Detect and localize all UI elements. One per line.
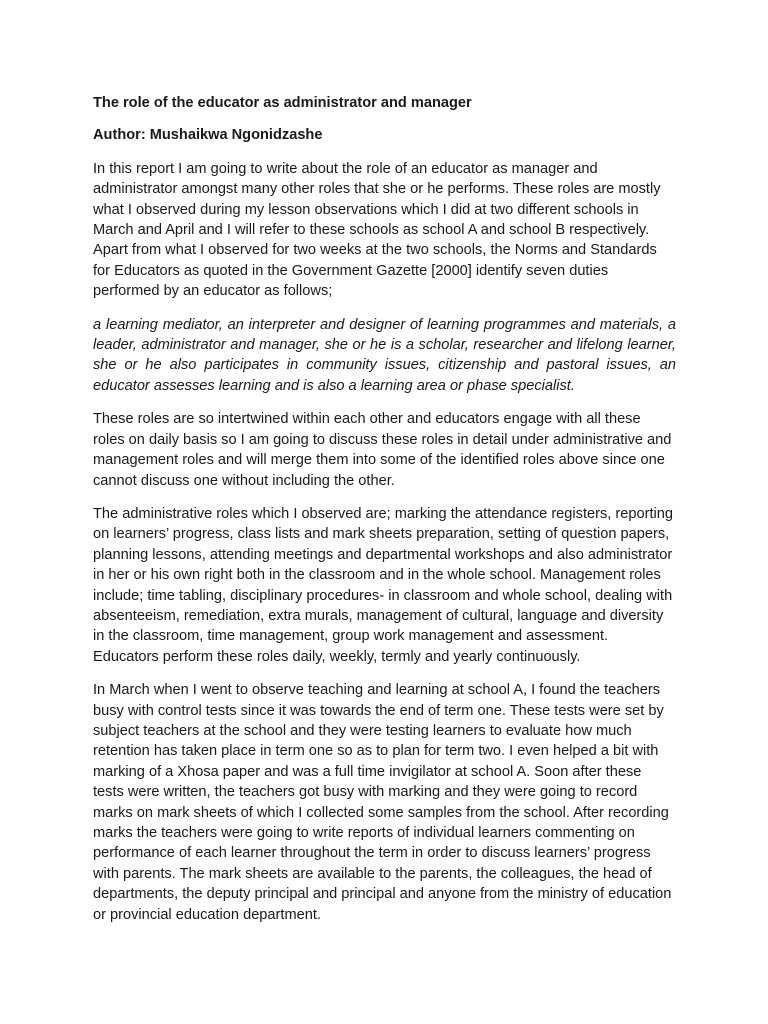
paragraph-duties-quote: a learning mediator, an interpreter and designer of learning programmes and materials, a leader, administrator and manager, she or he is a scholar, researcher and lifelong learner, she or he also participates in community issues, citizenship and pastoral issues, an educator assesses learning and is also a learning area or phase specialist.	[93, 316, 676, 394]
document-body	[93, 93, 676, 938]
paragraph-school-a-observation: In March when I went to observe teaching and learning at school A, I found the teachers busy with control tests since it was towards the end of term one. These tests were set by subject teachers at the school and they were testing learners to evaluate how much retention has taken place in term one so as to plan for term two. I even helped a bit with marking of a Xhosa paper and was a full time invigilator at school A. Soon after these tests were written, the teachers got busy with marking and they were going to record marks on mark sheets of which I collected some samples from the school. After recording marks the teachers were going to write reports of individual learners commenting on performance of each learner throughout the term in order to discuss learners’ progress with parents. The mark sheets are available to the parents, the colleagues, the head of departments, the deputy principal and principal and anyone from the ministry of education or provincial education department.	[93, 682, 672, 923]
paragraph-introduction: In this report I am going to write about the role of an educator as manager and administrator amongst many other roles that she or he performs. These roles are mostly what I observed during my lesson observations which I did at two different schools in March and April and I will refer to these schools as school A and school B respectively. Apart from what I observed for two weeks at the two schools, the Norms and Standards for Educators as quoted in the Government Gazette [2000] identify seven duties performed by an educator as follows;	[93, 160, 661, 300]
document-title: The role of the educator as administrator and manager	[93, 95, 472, 111]
author-line: Author: Mushaikwa Ngonidzashe	[93, 127, 323, 144]
paragraph-administrative-roles: The administrative roles which I observed are; marking the attendance registers, reporting on learners’ progress, class lists and mark sheets preparation, setting of question papers, planning lessons, attending meetings and departmental workshops and also administrator in her or his own right both in the classroom and in the whole school. Management roles include; time tabling, disciplinary procedures- in classroom and whole school, dealing with absenteeism, remediation, extra murals, management of cultural, language and diversity in the classroom, time management, group work management and assessment. Educators perform these roles daily, weekly, termly and yearly continuously.	[93, 505, 673, 665]
paragraph-intertwined-roles: These roles are so intertwined within each other and educators engage with all these roles on daily basis so I am going to discuss these roles in detail under administrative and management roles and will merge them into some of the identified roles above since one cannot discuss one without including the other.	[93, 411, 672, 489]
